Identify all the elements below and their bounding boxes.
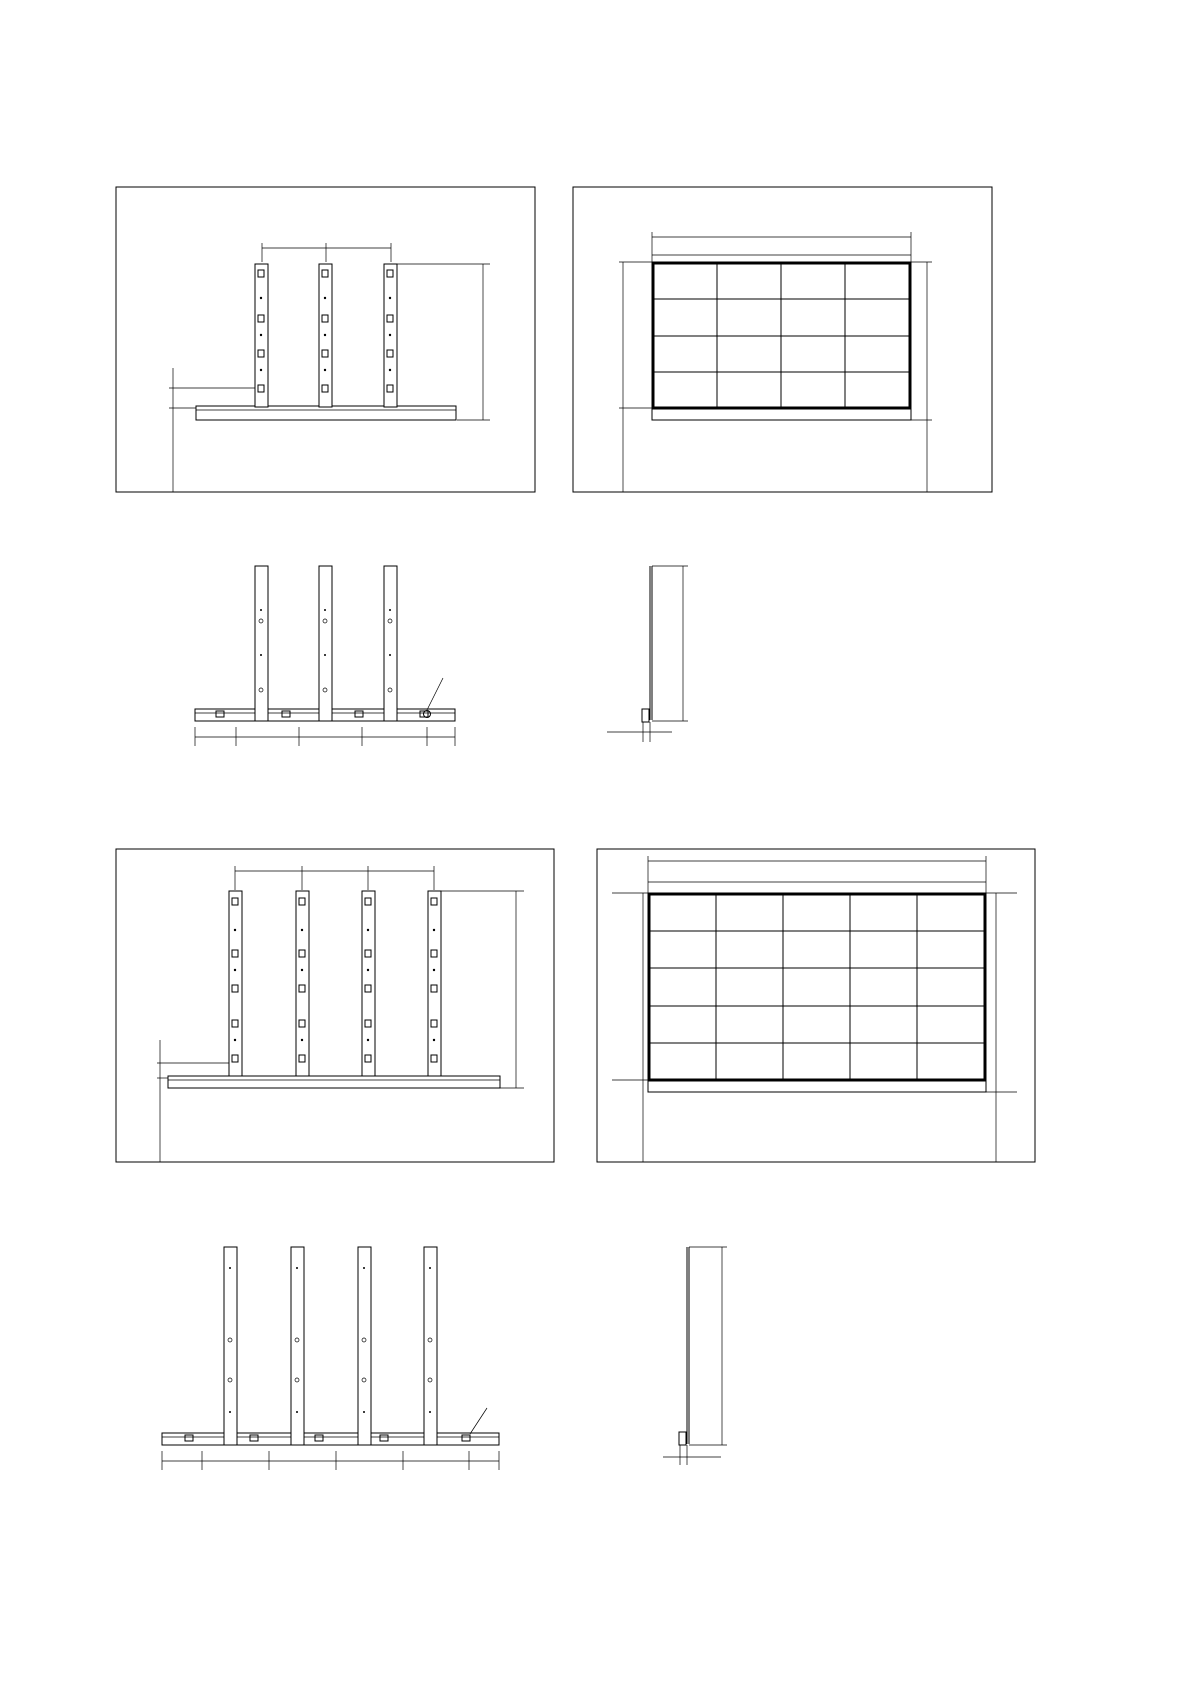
upright-1 — [255, 264, 268, 407]
rear-view-3-uprights — [195, 566, 455, 746]
upright-3 — [362, 891, 375, 1076]
side-view-4 — [663, 1247, 727, 1465]
frame-front-view-4-uprights — [116, 849, 554, 1162]
rear-view-4-uprights — [162, 1247, 499, 1470]
upright-2 — [296, 891, 309, 1076]
upright-3 — [384, 264, 397, 407]
frame-video-wall-4x4 — [573, 187, 992, 492]
frame-front-view-3-uprights — [116, 187, 535, 492]
upright-4 — [428, 891, 441, 1076]
frame-video-wall-5x5 — [597, 849, 1035, 1162]
upright-2 — [319, 264, 332, 407]
upright-1 — [229, 891, 242, 1076]
side-view-3 — [607, 566, 688, 742]
